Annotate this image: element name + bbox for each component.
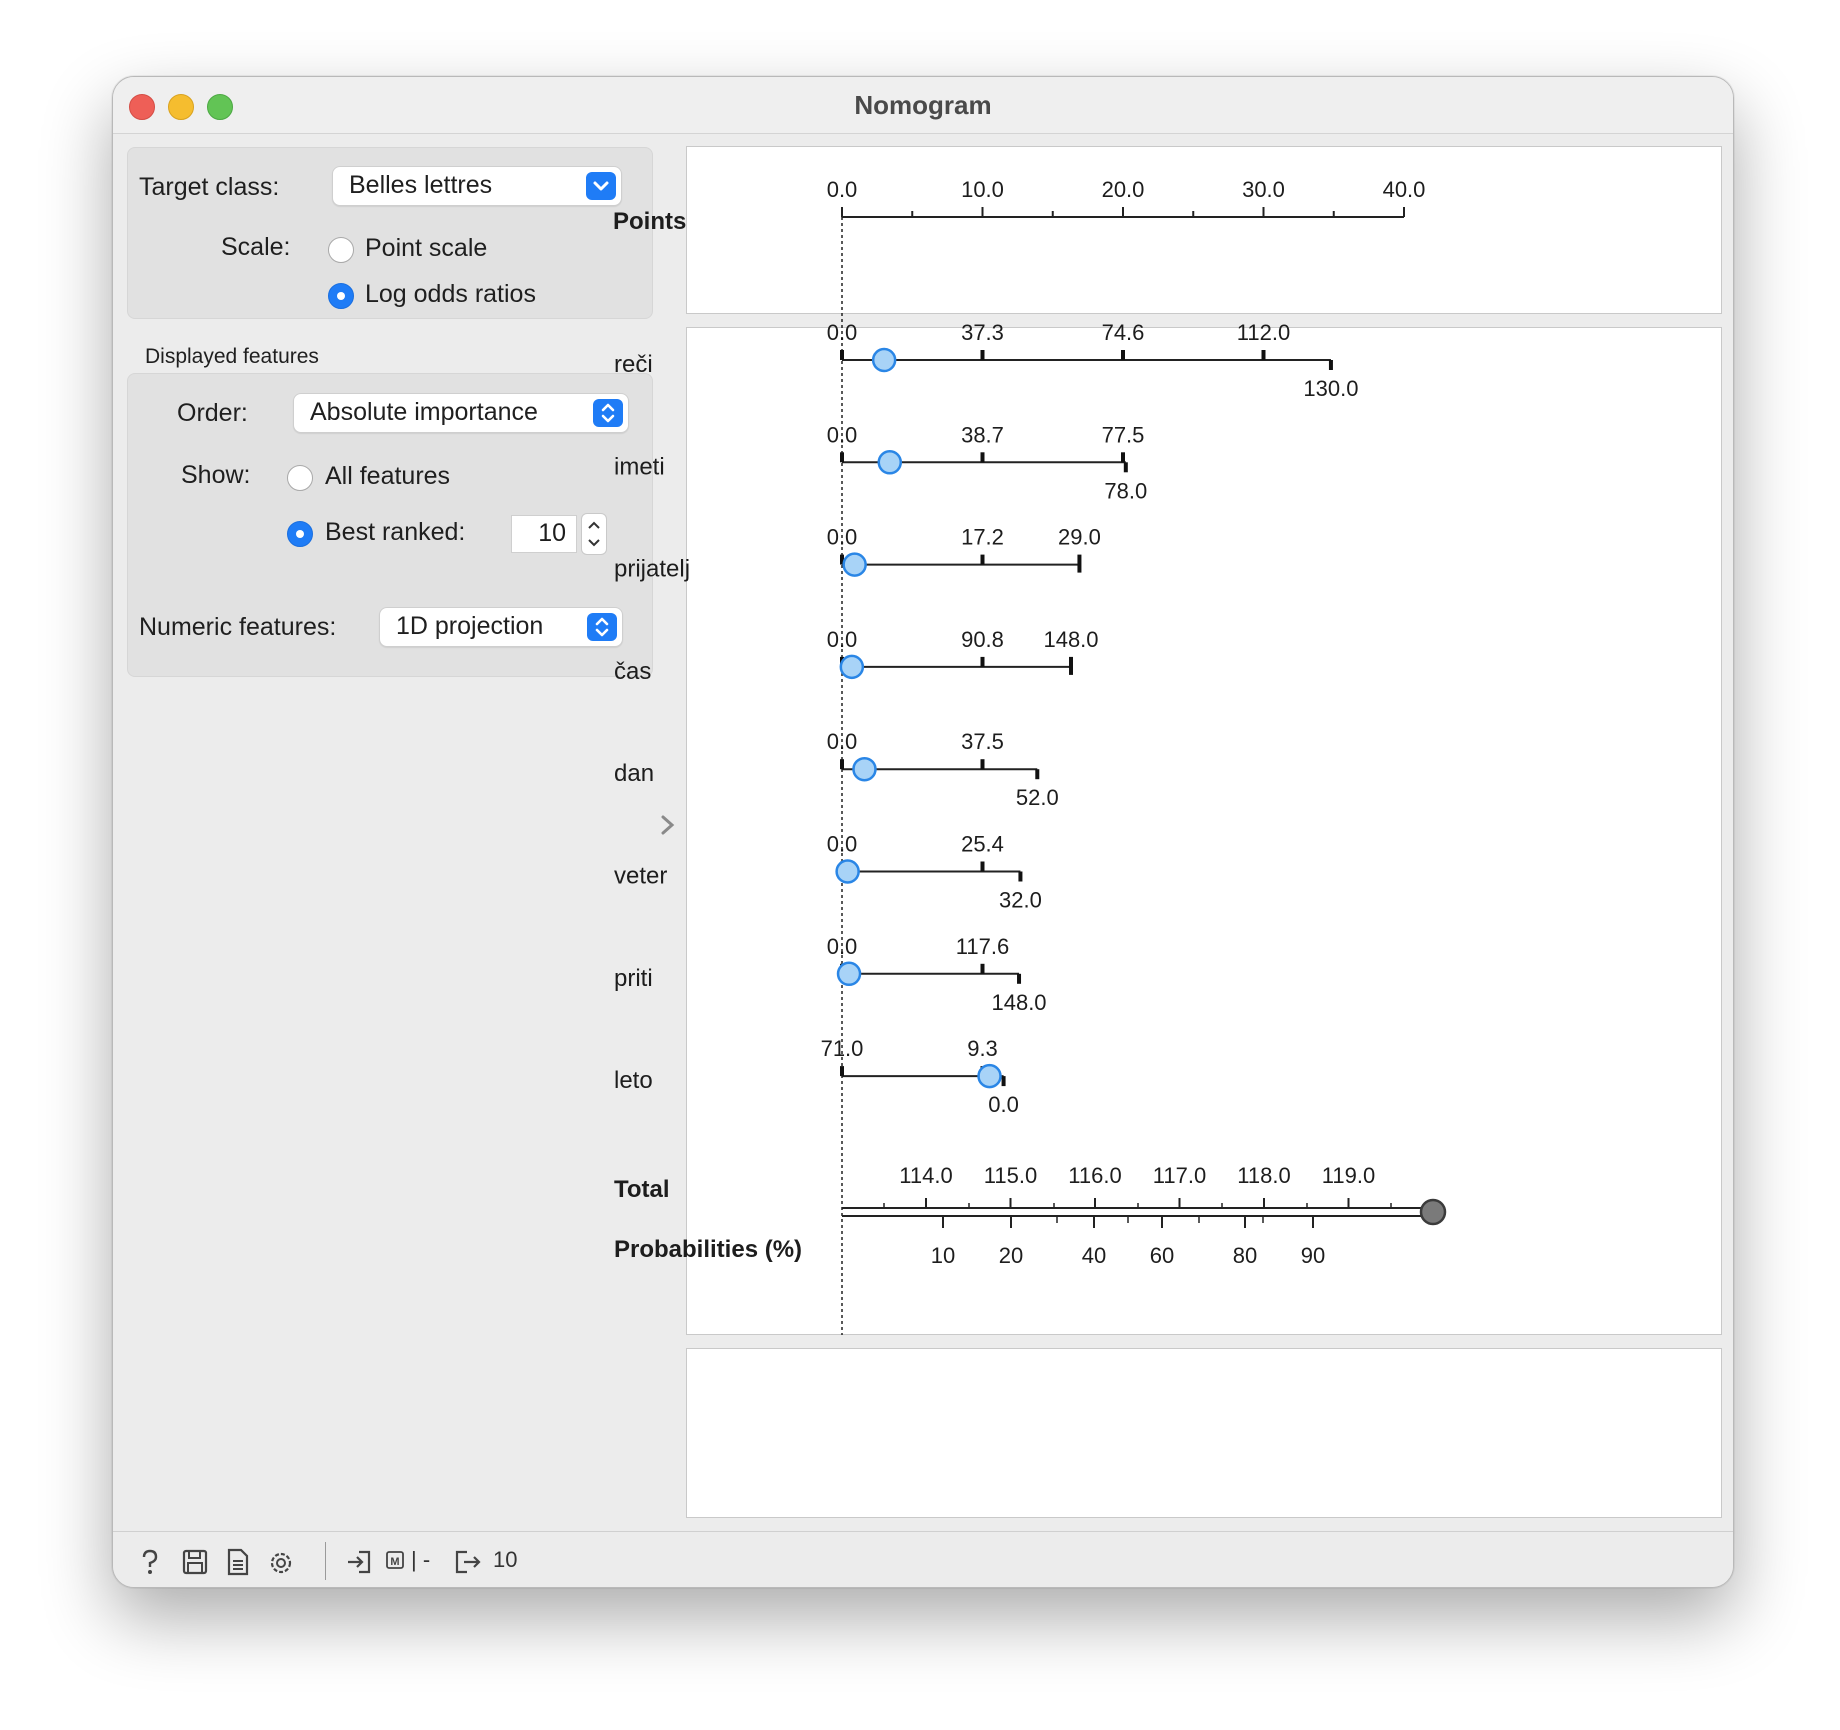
numeric-features-value: 1D projection — [396, 612, 544, 640]
status-bar — [113, 1531, 1733, 1588]
point-scale-label[interactable]: Point scale — [365, 234, 488, 262]
feature-tick-label: 148.0 — [1043, 626, 1099, 652]
feature-end-label: 148.0 — [991, 989, 1047, 1015]
help-icon[interactable] — [137, 1548, 163, 1581]
feature-value-marker — [838, 963, 860, 985]
nomogram-window — [112, 76, 1734, 1588]
scale-label: Scale: — [221, 233, 291, 261]
points-tick-label: 0.0 — [826, 177, 858, 202]
total-tick-label: 118.0 — [1237, 1163, 1291, 1188]
input-icon[interactable] — [345, 1548, 373, 1581]
feature-name-veter: veter — [614, 862, 668, 890]
feature-tick-label: 117.6 — [955, 933, 1010, 959]
numeric-features-label: Numeric features: — [139, 613, 337, 641]
feature-tick-label: 74.6 — [1101, 320, 1145, 345]
feature-value-marker — [979, 1065, 1001, 1087]
all-features-label[interactable]: All features — [325, 462, 451, 490]
feature-end-label: 0.0 — [988, 1092, 1019, 1118]
feature-end-label: 78.0 — [1104, 478, 1148, 504]
feature-name-čas: čas — [614, 657, 652, 685]
feature-name-priti: priti — [614, 964, 653, 992]
feature-name-imeti: imeti — [614, 453, 665, 481]
toolbar-divider — [325, 1542, 326, 1580]
feature-end-label: 32.0 — [999, 887, 1042, 913]
order-label: Order: — [177, 399, 248, 427]
feature-tick-label: 25.4 — [961, 831, 1004, 857]
probability-tick-label: 20 — [998, 1243, 1024, 1268]
feature-value-marker — [879, 451, 901, 473]
feature-tick-label: 37.5 — [961, 729, 1004, 755]
feature-tick-label: 112.0 — [1236, 320, 1291, 345]
target-class-value: Belles lettres — [349, 171, 493, 199]
total-tick-label: 119.0 — [1321, 1163, 1376, 1188]
probability-tick-label: 90 — [1300, 1243, 1326, 1268]
feature-tick-label: 29.0 — [1058, 524, 1101, 550]
feature-tick-label: 71.0 — [820, 1036, 864, 1062]
feature-tick-label: 0.0 — [826, 524, 858, 550]
feature-tick-label: 0.0 — [826, 320, 858, 345]
points-tick-label: 10.0 — [961, 177, 1004, 202]
best-ranked-value: 10 — [538, 519, 566, 547]
nomogram-chart — [113, 77, 1733, 1527]
feature-name-reči: reči — [614, 351, 653, 378]
feature-name-prijatelj: prijatelj — [614, 555, 691, 583]
feature-tick-label: 0.0 — [826, 729, 858, 755]
report-icon[interactable] — [225, 1548, 251, 1581]
save-icon[interactable] — [181, 1548, 209, 1581]
total-tick-label: 116.0 — [1068, 1163, 1122, 1188]
displayed-features-title: Displayed features — [145, 345, 319, 368]
best-ranked-label[interactable]: Best ranked: — [325, 518, 466, 546]
data-icon — [385, 1550, 405, 1575]
target-class-label: Target class: — [139, 173, 280, 201]
feature-tick-label: 9.3 — [967, 1036, 998, 1062]
points-axis-title: Points — [613, 208, 687, 235]
feature-name-leto: leto — [614, 1067, 653, 1095]
window-title: Nomogram — [854, 90, 992, 120]
feature-end-label: 52.0 — [1015, 785, 1059, 811]
probability-tick-label: 10 — [930, 1243, 956, 1268]
feature-tick-label: 77.5 — [1101, 422, 1145, 448]
feature-tick-label: 37.3 — [961, 320, 1004, 345]
input-summary: | - — [411, 1547, 431, 1572]
points-tick-label: 40.0 — [1382, 177, 1426, 202]
feature-tick-label: 0.0 — [826, 831, 858, 857]
total-tick-label: 117.0 — [1152, 1163, 1207, 1188]
probability-tick-label: 60 — [1149, 1243, 1175, 1268]
probability-tick-label: 40 — [1081, 1243, 1107, 1268]
feature-value-marker — [837, 861, 859, 883]
feature-tick-label: 38.7 — [961, 422, 1004, 448]
output-icon[interactable] — [453, 1548, 483, 1581]
feature-end-label: 130.0 — [1303, 376, 1359, 401]
points-tick-label: 30.0 — [1242, 177, 1285, 202]
feature-tick-label: 0.0 — [826, 933, 858, 959]
feature-tick-label: 90.8 — [961, 626, 1004, 652]
order-value: Absolute importance — [310, 398, 538, 426]
show-label: Show: — [181, 461, 251, 489]
feature-name-dan: dan — [614, 760, 655, 788]
probability-tick-label: 80 — [1232, 1243, 1258, 1268]
points-tick-label: 20.0 — [1101, 177, 1145, 202]
probabilities-axis-title: Probabilities (%) — [614, 1236, 803, 1263]
feature-value-marker — [844, 554, 866, 576]
feature-value-marker — [853, 758, 875, 780]
svg-text:M: M — [390, 1556, 400, 1568]
feature-tick-label: 17.2 — [961, 524, 1004, 550]
feature-value-marker — [873, 349, 895, 371]
settings-gear-icon[interactable] — [267, 1548, 299, 1583]
feature-tick-label: 0.0 — [826, 626, 858, 652]
total-tick-label: 114.0 — [899, 1163, 953, 1188]
total-value-marker — [1421, 1200, 1445, 1224]
feature-tick-label: 0.0 — [826, 422, 858, 448]
log-odds-ratios-label[interactable]: Log odds ratios — [365, 280, 536, 308]
total-axis-title: Total — [614, 1176, 670, 1203]
feature-value-marker — [841, 656, 863, 678]
output-count: 10 — [493, 1547, 518, 1572]
total-tick-label: 115.0 — [983, 1163, 1038, 1188]
